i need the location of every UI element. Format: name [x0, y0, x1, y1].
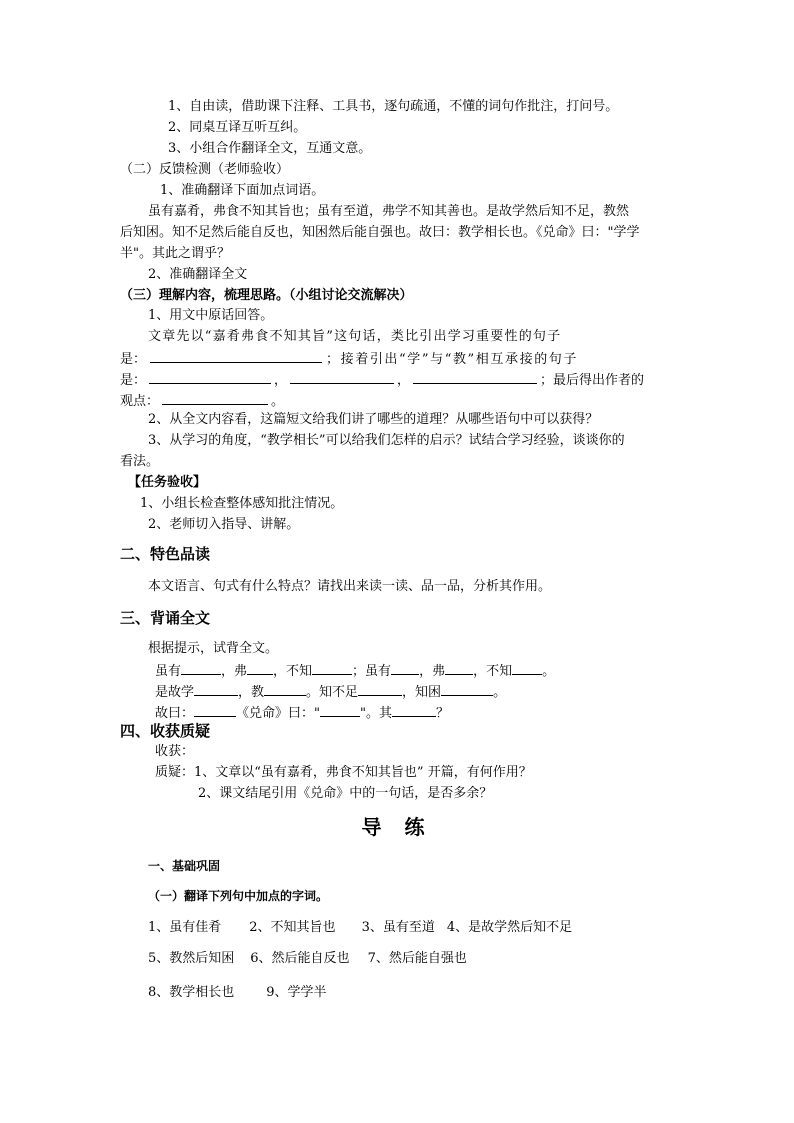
answer-blank[interactable] [194, 681, 238, 696]
fill-line [120, 369, 644, 391]
question-item: 1、虽有佳肴 [148, 920, 222, 935]
text: 虽有 [155, 664, 182, 679]
fill-line: 文章先以“嘉肴弗食不知其旨”这句话，类比引出学习重要性的句子 [148, 329, 562, 344]
question-item: 8、教学相长也 [148, 985, 235, 1000]
answer-blank[interactable] [162, 390, 268, 405]
list-item: 1、用文中原话回答。 [148, 308, 274, 323]
label: ；接着引出“学”与“教”相互承接的句子 [326, 352, 578, 367]
section-heading: （一）翻译下列句中加点的字词。 [148, 889, 329, 903]
list-item: 1、自由读，借助课下注释、工具书，逐句疏通，不懂的词句作批注，打问号。 [168, 99, 619, 114]
answer-blank[interactable] [512, 660, 542, 675]
answer-blank[interactable] [247, 660, 273, 675]
section-heading: 一、基础巩固 [148, 859, 221, 873]
answer-blank[interactable] [392, 702, 436, 717]
passage-line: 后知困。知不足然后能自反也，知困然后能自强也。故曰：教学相长也。《兑命》曰："学学 [120, 225, 640, 240]
list-item: 看法。 [120, 454, 160, 469]
section-heading: 四、收获质疑 [120, 722, 211, 740]
label: 观点： [120, 394, 160, 409]
text: 。 [493, 685, 507, 700]
text: ；虽有 [352, 664, 392, 679]
answer-blank[interactable] [290, 369, 394, 384]
paragraph: 收获： [155, 744, 195, 759]
label: 是： [120, 352, 147, 367]
question-item: 6、然后能自反也 [250, 951, 350, 966]
question-item: 4、是故学然后知不足 [446, 920, 573, 935]
text: ，不知 [473, 664, 513, 679]
question-row [148, 949, 467, 969]
text: ，弗 [221, 664, 248, 679]
recite-line [155, 681, 506, 703]
answer-blank[interactable] [358, 681, 402, 696]
answer-blank[interactable] [264, 681, 306, 696]
section-heading: 三、背诵全文 [120, 609, 211, 627]
question-item: 7、然后能自强也 [367, 951, 467, 966]
answer-blank[interactable] [312, 660, 352, 675]
answer-blank[interactable] [445, 660, 473, 675]
page-title: 导 练 [361, 815, 433, 839]
text: ，弗 [419, 664, 446, 679]
passage-line: 虽有嘉肴，弗食不知其旨也；虽有至道，弗学不知其善也。是故学然后知不足，教然 [148, 204, 630, 219]
paragraph: 根据提示，试背全文。 [148, 641, 279, 656]
passage-line: 半"。其此之谓乎？ [120, 246, 230, 261]
list-item: 1、准确翻译下面加点词语。 [160, 183, 325, 198]
answer-blank[interactable] [181, 660, 221, 675]
comma: ， [397, 373, 411, 388]
recite-line [155, 660, 555, 682]
paragraph: 2、课文结尾引用《兑命》中的一句话，是否多余？ [198, 786, 493, 801]
question-row [148, 983, 327, 1003]
text: 《兑命》曰：" [236, 706, 320, 721]
answer-blank[interactable] [441, 681, 493, 696]
fill-line [120, 348, 578, 370]
question-item: 3、虽有至道 [361, 920, 435, 935]
question-item: 9、学学半 [266, 985, 327, 1000]
question-item: 2、不知其旨也 [249, 920, 336, 935]
label: ；最后得出作者的 [540, 373, 645, 388]
answer-blank[interactable] [391, 660, 419, 675]
answer-blank[interactable] [320, 702, 360, 717]
fill-line [120, 390, 284, 412]
label: 是： [120, 373, 147, 388]
text: "。其 [360, 706, 392, 721]
list-item: 2、老师切入指导、讲解。 [148, 517, 300, 532]
question-row [148, 918, 572, 938]
text: ？ [435, 706, 449, 721]
list-item: 2、准确翻译全文 [148, 267, 248, 282]
section-heading: 【任务验收】 [128, 475, 207, 490]
section-heading: （二）反馈检测（老师验收） [120, 162, 290, 177]
list-item: 3、小组合作翻译全文，互通文意。 [168, 141, 372, 156]
list-item: 2、同桌互译互听互纠。 [168, 120, 307, 135]
text: ，教 [238, 685, 265, 700]
text: 故曰： [155, 706, 195, 721]
section-heading: 二、特色品读 [120, 545, 211, 563]
text: ，不知 [273, 664, 313, 679]
text: ，知困 [402, 685, 442, 700]
paragraph: 本文语言、句式有什么特点？请找出来读一读、品一品，分析其作用。 [148, 579, 552, 594]
question-item: 5、教然后知困 [148, 951, 235, 966]
list-item: 2、从全文内容看，这篇短文给我们讲了哪些的道理？从哪些语句中可以获得？ [148, 412, 599, 427]
list-item: 1、小组长检查整体感知批注情况。 [140, 496, 344, 511]
section-heading: （三）理解内容，梳理思路。（小组讨论交流解决） [120, 288, 413, 303]
answer-blank[interactable] [149, 369, 271, 384]
label: 。 [271, 394, 285, 409]
comma: ， [274, 373, 288, 388]
paragraph: 质疑：1、文章以“虽有嘉肴，弗食不知其旨也” 开篇，有何作用？ [155, 765, 532, 780]
text: 。知不足 [306, 685, 359, 700]
text: 是故学 [155, 685, 195, 700]
list-item: 3、从学习的角度，“教学相长”可以给我们怎样的启示？试结合学习经验，谈谈你的 [148, 433, 625, 448]
text: 。 [542, 664, 556, 679]
answer-blank[interactable] [150, 348, 322, 363]
answer-blank[interactable] [194, 702, 236, 717]
answer-blank[interactable] [413, 369, 537, 384]
